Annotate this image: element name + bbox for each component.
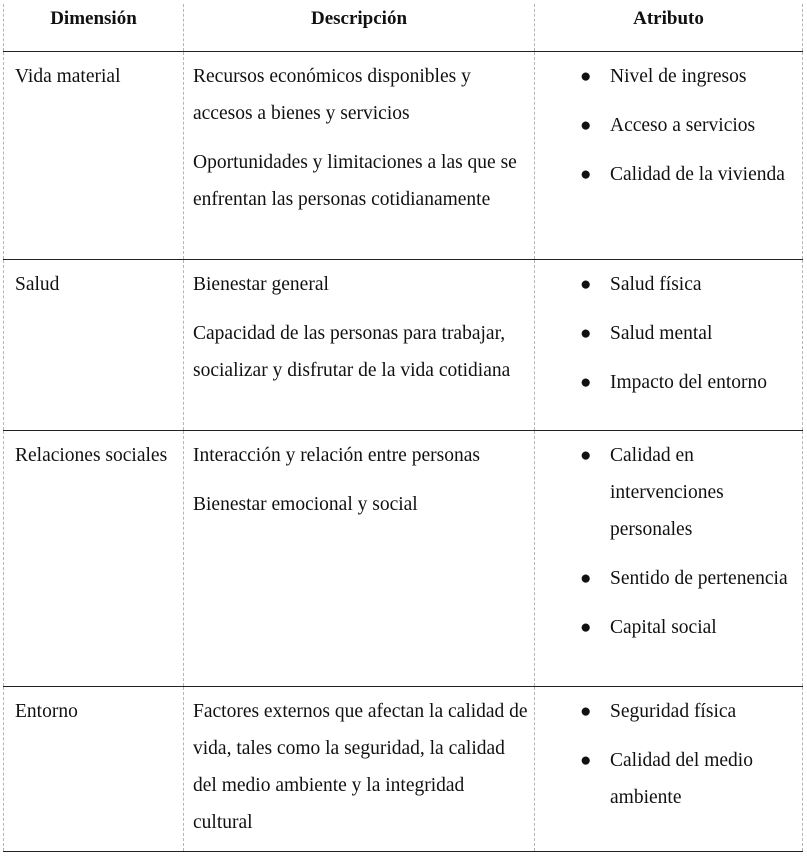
header-attribute: Atributo (535, 4, 803, 52)
attribute-label: Acceso a servicios (610, 115, 756, 136)
bullet-icon: ● (580, 372, 592, 393)
description-paragraph: Interacción y relación entre personas (193, 445, 480, 466)
attribute-label: Seguridad física (610, 701, 737, 722)
attribute-label: Salud mental (610, 323, 713, 344)
dimension-cell (4, 687, 184, 852)
attribute-cell (535, 431, 803, 687)
attribute-cell (535, 687, 803, 852)
attribute-cell (535, 52, 803, 260)
table-header-row (4, 4, 803, 52)
bullet-icon: ● (580, 568, 592, 589)
dimension-label: Relaciones sociales (15, 445, 168, 466)
dimension-cell (4, 260, 184, 431)
attribute-item (535, 609, 798, 646)
dimensions-table (3, 4, 803, 852)
attribute-label: Salud física (610, 274, 702, 295)
attribute-list (535, 437, 798, 646)
header-description: Descripción (184, 4, 535, 52)
description-paragraph: Recursos económicos disponibles y accesos a bienes y servicios (193, 66, 471, 124)
dimension-cell (4, 431, 184, 687)
attribute-label: Capital social (610, 617, 717, 638)
attribute-item (535, 315, 798, 352)
description-paragraph: Factores externos que afectan la calidad de vida, tales como la seguridad, la calidad del medio ambiente y la integridad cultural (193, 701, 528, 833)
bullet-icon: ● (580, 617, 592, 638)
description-paragraph: Capacidad de las personas para trabajar, socializar y disfrutar de la vida cotidiana (193, 323, 511, 381)
bullet-icon: ● (580, 750, 592, 771)
attribute-list (535, 266, 798, 401)
attribute-item (535, 742, 798, 816)
attribute-label: Calidad en intervenciones personales (610, 445, 724, 540)
description-cell (184, 431, 535, 687)
bullet-icon: ● (580, 445, 592, 466)
bullet-icon: ● (580, 323, 592, 344)
attribute-item (535, 437, 798, 548)
attribute-item (535, 58, 798, 95)
table-row-salud (4, 260, 803, 431)
description-paragraph: Bienestar emocional y social (193, 494, 418, 515)
description-paragraph: Oportunidades y limitaciones a las que se enfrentan las personas cotidianamente (193, 152, 517, 210)
attribute-item (535, 107, 798, 144)
attribute-label: Sentido de pertenencia (610, 568, 788, 589)
attribute-item (535, 266, 798, 303)
bullet-icon: ● (580, 164, 592, 185)
table-row-relaciones-sociales (4, 431, 803, 687)
description-cell (184, 687, 535, 852)
attribute-item (535, 693, 798, 730)
table-row-entorno (4, 687, 803, 852)
attribute-cell (535, 260, 803, 431)
attribute-list (535, 693, 798, 816)
dimension-label: Salud (15, 274, 60, 295)
description-cell (184, 260, 535, 431)
attribute-label: Calidad de la vivienda (610, 164, 785, 185)
attribute-label: Nivel de ingresos (610, 66, 747, 87)
description-paragraph: Bienestar general (193, 274, 329, 295)
bullet-icon: ● (580, 274, 592, 295)
dimension-label: Vida material (15, 66, 121, 87)
table-row-vida-material (4, 52, 803, 260)
attribute-item (535, 156, 798, 193)
attribute-item (535, 560, 798, 597)
dimension-cell (4, 52, 184, 260)
bullet-icon: ● (580, 701, 592, 722)
bullet-icon: ● (580, 66, 592, 87)
attribute-label: Impacto del entorno (610, 372, 768, 393)
attribute-list (535, 58, 798, 193)
attribute-item (535, 364, 798, 401)
attribute-label: Calidad del medio ambiente (610, 750, 753, 808)
header-dimension: Dimensión (4, 4, 184, 52)
description-cell (184, 52, 535, 260)
bullet-icon: ● (580, 115, 592, 136)
dimension-label: Entorno (15, 701, 78, 722)
